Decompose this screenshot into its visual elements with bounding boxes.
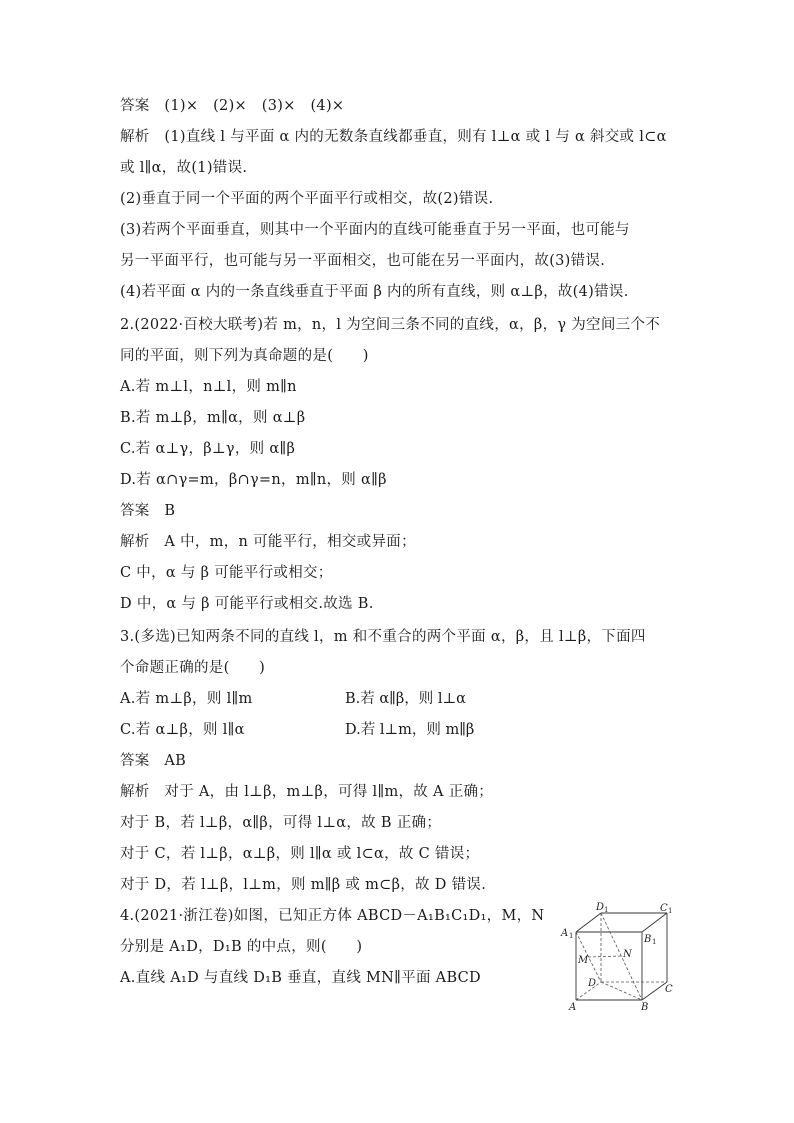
analysis-line: (4)若平面 α 内的一条直线垂直于平面 β 内的所有直线，则 α⊥β，故(4)错误. — [120, 284, 629, 300]
vertex-subscript: 1 — [569, 932, 574, 940]
analysis-line: 解析 对于 A，由 l⊥β，m⊥β，可得 l∥m，故 A 正确； — [120, 784, 494, 800]
cube-edge — [642, 982, 667, 1000]
q3-option-d: D.若 l⊥m，则 m∥β — [345, 722, 475, 738]
question-2-stem: 2.(2022·百校大联考)若 m，n，l 为空间三条不同的直线，α，β，γ 为空间三个不 — [120, 317, 661, 333]
vertex-label: C — [665, 984, 673, 995]
question-4-stem: 4.(2021·浙江卷)如图，已知正方体 ABCD－A₁B₁C₁D₁，M，N — [120, 908, 545, 924]
vertex-label: C — [660, 903, 668, 914]
analysis-line: 解析 A 中，m，n 可能平行，相交或异面； — [120, 534, 416, 550]
answer-q3: 答案 AB — [120, 753, 187, 769]
analysis-line: (3)若两个平面垂直，则其中一个平面内的直线可能垂直于另一平面，也可能与 — [120, 222, 630, 238]
analysis-line: D 中，α 与 β 可能平行或相交.故选 B. — [120, 596, 374, 612]
analysis-line: 解析 (1)直线 l 与平面 α 内的无数条直线都垂直，则有 l⊥α 或 l 与 α 斜交或 l⊂α — [120, 129, 667, 145]
analysis-line: 对于 D，若 l⊥β，l⊥m，则 m∥β 或 m⊂β，故 D 错误. — [120, 877, 487, 893]
analysis-line: 或 l∥α，故(1)错误. — [120, 160, 248, 176]
question-2-stem: 同的平面，则下列为真命题的是( ) — [120, 348, 369, 364]
segment-db — [601, 982, 642, 1000]
vertex-label: A — [561, 928, 569, 939]
q3-option-a: A.若 m⊥β，则 l∥m — [120, 691, 253, 707]
vertex-label: A — [569, 1002, 577, 1013]
answer-q1: 答案 (1)× (2)× (3)× (4)× — [120, 98, 345, 114]
q3-option-b: B.若 α∥β，则 l⊥α — [345, 691, 466, 707]
vertex-subscript: 1 — [652, 938, 657, 946]
cube-edge — [642, 913, 667, 932]
cube-edge — [576, 913, 601, 932]
analysis-line: C 中，α 与 β 可能平行或相交； — [120, 565, 333, 581]
vertex-label: D — [596, 902, 605, 913]
q2-option-c: C.若 α⊥γ，β⊥γ，则 α∥β — [120, 441, 296, 457]
q4-option-a: A.直线 A₁D 与直线 D₁B 垂直，直线 MN∥平面 ABCD — [120, 970, 481, 986]
analysis-line: 对于 B，若 l⊥β，α∥β，可得 l⊥α，故 B 正确； — [120, 815, 442, 831]
vertex-label: D — [588, 978, 597, 989]
q2-option-b: B.若 m⊥β，m∥α，则 α⊥β — [120, 410, 306, 426]
question-4-stem: 分别是 A₁D，D₁B 的中点，则( ) — [120, 939, 363, 955]
cube-figure — [556, 902, 686, 1014]
vertex-subscript: 1 — [668, 907, 673, 915]
analysis-line: (2)垂直于同一个平面的两个平面平行或相交，故(2)错误. — [120, 191, 494, 207]
question-3-stem: 个命题正确的是( ) — [120, 660, 266, 676]
answer-q2: 答案 B — [120, 503, 176, 519]
question-3-stem: 3.(多选)已知两条不同的直线 l，m 和不重合的两个平面 α，β，且 l⊥β，下面四 — [120, 629, 646, 645]
vertex-subscript: 1 — [604, 906, 609, 914]
analysis-line: 另一平面平行，也可能与另一平面相交，也可能在另一平面内，故(3)错误. — [120, 253, 606, 269]
segment-mn — [588, 956, 622, 957]
segment-d1b — [601, 913, 642, 1000]
point-label-n: N — [623, 949, 632, 960]
analysis-line: 对于 C，若 l⊥β，α⊥β，则 l∥α 或 l⊂α，故 C 错误； — [120, 846, 480, 862]
vertex-label: B — [644, 934, 652, 945]
q2-option-a: A.若 m⊥l，n⊥l，则 m∥n — [120, 379, 297, 395]
q2-option-d: D.若 α∩γ=m，β∩γ=n，m∥n，则 α∥β — [120, 472, 387, 488]
q3-option-c: C.若 α⊥β，则 l∥α — [120, 722, 245, 738]
vertex-label: B — [641, 1002, 649, 1013]
point-label-m: M — [578, 955, 589, 966]
